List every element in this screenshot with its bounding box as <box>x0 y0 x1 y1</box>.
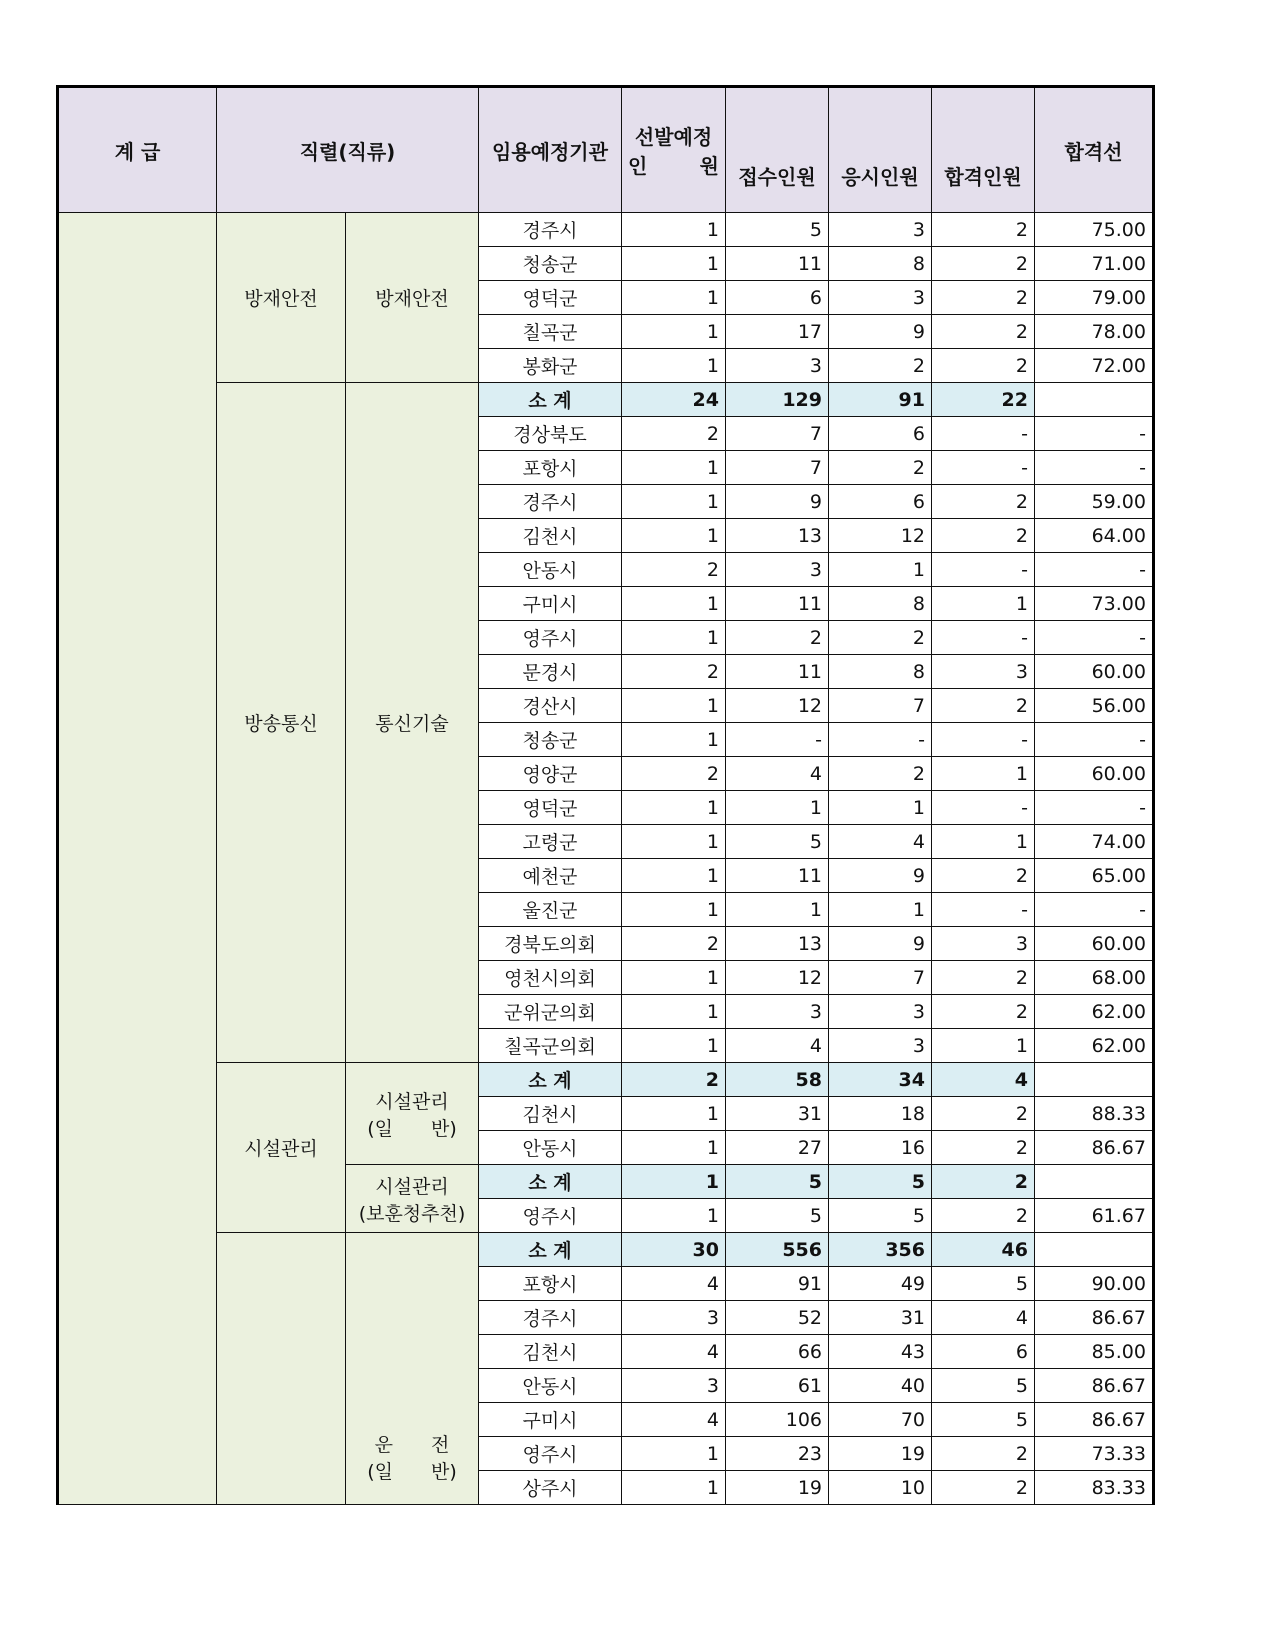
agency-cell: 경주시 <box>479 213 622 247</box>
agency-cell: 군위군의회 <box>479 995 622 1029</box>
applicants-cell: 91 <box>726 1267 829 1301</box>
cutoff-cell: - <box>1035 893 1154 927</box>
header-selected-line1: 선발예정 <box>634 125 713 149</box>
selected-cell: 2 <box>622 655 726 689</box>
passed-cell: 2 <box>932 1131 1035 1165</box>
examinees-cell: 1 <box>829 893 932 927</box>
series-cell: 시설관리 <box>217 1063 346 1233</box>
examinees-cell: 356 <box>829 1233 932 1267</box>
agency-cell: 영주시 <box>479 1199 622 1233</box>
passed-cell: - <box>932 893 1035 927</box>
agency-cell: 안동시 <box>479 1131 622 1165</box>
examinees-cell: 31 <box>829 1301 932 1335</box>
selected-cell: 1 <box>622 1199 726 1233</box>
applicants-cell: 5 <box>726 825 829 859</box>
cutoff-cell: - <box>1035 553 1154 587</box>
subseries-label: 방재안전 <box>375 288 449 310</box>
applicants-cell: 12 <box>726 961 829 995</box>
agency-cell: 영주시 <box>479 1437 622 1471</box>
recruitment-results-table <box>56 85 1155 1505</box>
cutoff-cell <box>1035 383 1154 417</box>
applicants-cell: 66 <box>726 1335 829 1369</box>
selected-cell: 1 <box>622 451 726 485</box>
examinees-cell: 3 <box>829 1029 932 1063</box>
header-examinees: 응시인원 <box>829 87 932 213</box>
passed-cell: 4 <box>932 1301 1035 1335</box>
selected-cell: 1 <box>622 689 726 723</box>
examinees-cell: 3 <box>829 213 932 247</box>
passed-cell: 2 <box>932 859 1035 893</box>
agency-cell: 경상북도 <box>479 417 622 451</box>
applicants-cell: 9 <box>726 485 829 519</box>
examinees-cell: 1 <box>829 553 932 587</box>
examinees-cell: 5 <box>829 1165 932 1199</box>
applicants-cell: 17 <box>726 315 829 349</box>
selected-cell: 1 <box>622 1437 726 1471</box>
examinees-cell: 1 <box>829 791 932 825</box>
cutoff-cell: 78.00 <box>1035 315 1154 349</box>
agency-cell: 고령군 <box>479 825 622 859</box>
agency-cell: 경주시 <box>479 1301 622 1335</box>
table-row <box>58 213 1154 247</box>
subtotal-row <box>58 1233 1154 1267</box>
agency-cell: 울진군 <box>479 893 622 927</box>
applicants-cell: 556 <box>726 1233 829 1267</box>
applicants-cell: 3 <box>726 553 829 587</box>
cutoff-cell: 71.00 <box>1035 247 1154 281</box>
applicants-cell: 5 <box>726 1199 829 1233</box>
agency-cell: 상주시 <box>479 1471 622 1505</box>
selected-cell: 1 <box>622 961 726 995</box>
passed-cell: 4 <box>932 1063 1035 1097</box>
cutoff-cell: 60.00 <box>1035 757 1154 791</box>
selected-cell: 1 <box>622 1097 726 1131</box>
examinees-cell: 19 <box>829 1437 932 1471</box>
agency-cell: 영천시의회 <box>479 961 622 995</box>
selected-cell: 1 <box>622 519 726 553</box>
examinees-cell: 8 <box>829 247 932 281</box>
cutoff-cell: 60.00 <box>1035 927 1154 961</box>
header-agency: 임용예정기관 <box>479 87 622 213</box>
cutoff-cell: - <box>1035 791 1154 825</box>
agency-cell: 영주시 <box>479 621 622 655</box>
selected-cell: 2 <box>622 757 726 791</box>
selected-cell: 1 <box>622 621 726 655</box>
subseries-cell <box>346 1233 479 1505</box>
passed-cell: 2 <box>932 1437 1035 1471</box>
subseries-label: (일 반) <box>367 1117 457 1140</box>
selected-cell: 1 <box>622 213 726 247</box>
agency-cell: 포항시 <box>479 451 622 485</box>
cutoff-cell: 75.00 <box>1035 213 1154 247</box>
subseries-cell <box>346 1165 479 1233</box>
selected-cell: 1 <box>622 791 726 825</box>
applicants-cell: 1 <box>726 791 829 825</box>
selected-cell: 2 <box>622 927 726 961</box>
agency-cell: 청송군 <box>479 247 622 281</box>
selected-cell: 1 <box>622 247 726 281</box>
selected-cell: 1 <box>622 349 726 383</box>
subseries-label: 시설관리 <box>375 1090 449 1113</box>
selected-cell: 1 <box>622 723 726 757</box>
agency-cell: 경산시 <box>479 689 622 723</box>
passed-cell: 5 <box>932 1369 1035 1403</box>
agency-cell: 칠곡군 <box>479 315 622 349</box>
examinees-cell: 49 <box>829 1267 932 1301</box>
applicants-cell: 5 <box>726 1165 829 1199</box>
cutoff-cell: 85.00 <box>1035 1335 1154 1369</box>
passed-cell: 2 <box>932 281 1035 315</box>
agency-cell: 안동시 <box>479 1369 622 1403</box>
passed-cell: 2 <box>932 247 1035 281</box>
examinees-cell: 2 <box>829 349 932 383</box>
selected-cell: 30 <box>622 1233 726 1267</box>
agency-cell: 영양군 <box>479 757 622 791</box>
selected-cell: 1 <box>622 893 726 927</box>
cutoff-cell: - <box>1035 417 1154 451</box>
cutoff-cell: 60.00 <box>1035 655 1154 689</box>
examinees-cell: 2 <box>829 451 932 485</box>
header-cutoff: 합격선 <box>1035 87 1154 213</box>
cutoff-cell: 62.00 <box>1035 995 1154 1029</box>
subseries-label: (일 반) <box>367 1461 457 1483</box>
examinees-cell: 70 <box>829 1403 932 1437</box>
agency-cell: 청송군 <box>479 723 622 757</box>
examinees-cell: 18 <box>829 1097 932 1131</box>
examinees-cell: 2 <box>829 621 932 655</box>
subseries-cell <box>346 213 479 383</box>
selected-cell: 1 <box>622 485 726 519</box>
agency-cell: 포항시 <box>479 1267 622 1301</box>
cutoff-cell: 86.67 <box>1035 1301 1154 1335</box>
agency-cell: 경주시 <box>479 485 622 519</box>
subtotal-row <box>58 1063 1154 1097</box>
applicants-cell: 31 <box>726 1097 829 1131</box>
passed-cell: 2 <box>932 689 1035 723</box>
header-selected-line2: 인 원 <box>628 154 719 178</box>
selected-cell: 1 <box>622 859 726 893</box>
agency-cell: 예천군 <box>479 859 622 893</box>
selected-cell: 1 <box>622 1131 726 1165</box>
passed-cell: 6 <box>932 1335 1035 1369</box>
header-applicants: 접수인원 <box>726 87 829 213</box>
cutoff-cell: 59.00 <box>1035 485 1154 519</box>
applicants-cell: 11 <box>726 247 829 281</box>
selected-cell: 4 <box>622 1403 726 1437</box>
passed-cell: 2 <box>932 519 1035 553</box>
passed-cell: 2 <box>932 961 1035 995</box>
header-row <box>58 87 1154 213</box>
cutoff-cell: 86.67 <box>1035 1131 1154 1165</box>
cutoff-cell: 83.33 <box>1035 1471 1154 1505</box>
header-grade: 계 급 <box>58 87 217 213</box>
applicants-cell: 1 <box>726 893 829 927</box>
selected-cell: 2 <box>622 553 726 587</box>
passed-cell: 2 <box>932 213 1035 247</box>
examinees-cell: 3 <box>829 995 932 1029</box>
series-cell: 방재안전 <box>217 213 346 383</box>
passed-cell: 1 <box>932 1029 1035 1063</box>
examinees-cell: 9 <box>829 315 932 349</box>
subseries-label: (보훈청추천) <box>358 1202 466 1225</box>
cutoff-cell: 68.00 <box>1035 961 1154 995</box>
agency-cell: 김천시 <box>479 1335 622 1369</box>
examinees-cell: 3 <box>829 281 932 315</box>
cutoff-cell: 86.67 <box>1035 1369 1154 1403</box>
passed-cell: 2 <box>932 1471 1035 1505</box>
examinees-cell: 8 <box>829 655 932 689</box>
cutoff-cell: 74.00 <box>1035 825 1154 859</box>
passed-cell: - <box>932 553 1035 587</box>
header-series: 직렬(직류) <box>217 87 479 213</box>
agency-cell: 안동시 <box>479 553 622 587</box>
cutoff-cell: 86.67 <box>1035 1403 1154 1437</box>
passed-cell: 1 <box>932 825 1035 859</box>
applicants-cell: 27 <box>726 1131 829 1165</box>
applicants-cell: 52 <box>726 1301 829 1335</box>
subtotal-row <box>58 383 1154 417</box>
agency-cell: 김천시 <box>479 519 622 553</box>
cutoff-cell <box>1035 1233 1154 1267</box>
examinees-cell: 6 <box>829 417 932 451</box>
agency-cell: 소 계 <box>479 1233 622 1267</box>
selected-cell: 1 <box>622 1029 726 1063</box>
passed-cell: 2 <box>932 315 1035 349</box>
selected-cell: 24 <box>622 383 726 417</box>
passed-cell: 2 <box>932 1165 1035 1199</box>
passed-cell: 3 <box>932 655 1035 689</box>
subseries-label: 운 전 <box>374 1434 450 1456</box>
examinees-cell: 6 <box>829 485 932 519</box>
applicants-cell: 61 <box>726 1369 829 1403</box>
passed-cell: 5 <box>932 1267 1035 1301</box>
subseries-label: 통신기술 <box>375 713 449 735</box>
applicants-cell: 11 <box>726 859 829 893</box>
agency-cell: 칠곡군의회 <box>479 1029 622 1063</box>
agency-cell: 김천시 <box>479 1097 622 1131</box>
cutoff-cell: - <box>1035 621 1154 655</box>
examinees-cell: - <box>829 723 932 757</box>
agency-cell: 소 계 <box>479 1165 622 1199</box>
applicants-cell: 7 <box>726 451 829 485</box>
passed-cell: 46 <box>932 1233 1035 1267</box>
applicants-cell: 13 <box>726 519 829 553</box>
selected-cell: 1 <box>622 1165 726 1199</box>
agency-cell: 소 계 <box>479 1063 622 1097</box>
selected-cell: 1 <box>622 281 726 315</box>
subseries-label: 시설관리 <box>375 1175 449 1198</box>
header-passed: 합격인원 <box>932 87 1035 213</box>
passed-cell: - <box>932 451 1035 485</box>
examinees-cell: 5 <box>829 1199 932 1233</box>
agency-cell: 문경시 <box>479 655 622 689</box>
applicants-cell: 11 <box>726 587 829 621</box>
passed-cell: 2 <box>932 485 1035 519</box>
cutoff-cell: 64.00 <box>1035 519 1154 553</box>
applicants-cell: 23 <box>726 1437 829 1471</box>
applicants-cell: 19 <box>726 1471 829 1505</box>
cutoff-cell: - <box>1035 451 1154 485</box>
selected-cell: 1 <box>622 1471 726 1505</box>
passed-cell: - <box>932 417 1035 451</box>
examinees-cell: 8 <box>829 587 932 621</box>
agency-cell: 구미시 <box>479 587 622 621</box>
cutoff-cell: 62.00 <box>1035 1029 1154 1063</box>
selected-cell: 1 <box>622 995 726 1029</box>
applicants-cell: 58 <box>726 1063 829 1097</box>
selected-cell: 2 <box>622 1063 726 1097</box>
applicants-cell: 4 <box>726 1029 829 1063</box>
passed-cell: - <box>932 621 1035 655</box>
selected-cell: 1 <box>622 587 726 621</box>
cutoff-cell: 90.00 <box>1035 1267 1154 1301</box>
applicants-cell: 3 <box>726 995 829 1029</box>
examinees-cell: 9 <box>829 859 932 893</box>
agency-cell: 경북도의회 <box>479 927 622 961</box>
passed-cell: 2 <box>932 1199 1035 1233</box>
cutoff-cell <box>1035 1063 1154 1097</box>
applicants-cell: 7 <box>726 417 829 451</box>
series-cell: 방송통신 <box>217 383 346 1063</box>
applicants-cell: 5 <box>726 213 829 247</box>
selected-cell: 4 <box>622 1267 726 1301</box>
selected-cell: 4 <box>622 1335 726 1369</box>
cutoff-cell: 73.00 <box>1035 587 1154 621</box>
passed-cell: 1 <box>932 587 1035 621</box>
applicants-cell: 6 <box>726 281 829 315</box>
applicants-cell: 12 <box>726 689 829 723</box>
passed-cell: 3 <box>932 927 1035 961</box>
series-cell <box>217 1233 346 1505</box>
subseries-cell <box>346 1063 479 1165</box>
applicants-cell: 11 <box>726 655 829 689</box>
selected-cell: 3 <box>622 1369 726 1403</box>
agency-cell: 구미시 <box>479 1403 622 1437</box>
cutoff-cell: 88.33 <box>1035 1097 1154 1131</box>
applicants-cell: 13 <box>726 927 829 961</box>
examinees-cell: 4 <box>829 825 932 859</box>
cutoff-cell: 65.00 <box>1035 859 1154 893</box>
table-body <box>58 213 1154 1505</box>
selected-cell: 3 <box>622 1301 726 1335</box>
cutoff-cell: - <box>1035 723 1154 757</box>
examinees-cell: 43 <box>829 1335 932 1369</box>
agency-cell: 영덕군 <box>479 281 622 315</box>
passed-cell: 1 <box>932 757 1035 791</box>
examinees-cell: 7 <box>829 961 932 995</box>
applicants-cell: - <box>726 723 829 757</box>
header-selected <box>622 87 726 213</box>
examinees-cell: 9 <box>829 927 932 961</box>
agency-cell: 소 계 <box>479 383 622 417</box>
applicants-cell: 3 <box>726 349 829 383</box>
cutoff-cell: 61.67 <box>1035 1199 1154 1233</box>
passed-cell: 2 <box>932 1097 1035 1131</box>
applicants-cell: 2 <box>726 621 829 655</box>
examinees-cell: 2 <box>829 757 932 791</box>
cutoff-cell: 73.33 <box>1035 1437 1154 1471</box>
examinees-cell: 10 <box>829 1471 932 1505</box>
passed-cell: 5 <box>932 1403 1035 1437</box>
passed-cell: - <box>932 723 1035 757</box>
examinees-cell: 34 <box>829 1063 932 1097</box>
grade-cell <box>58 213 217 1505</box>
applicants-cell: 106 <box>726 1403 829 1437</box>
examinees-cell: 91 <box>829 383 932 417</box>
passed-cell: - <box>932 791 1035 825</box>
agency-cell: 봉화군 <box>479 349 622 383</box>
selected-cell: 1 <box>622 825 726 859</box>
cutoff-cell: 56.00 <box>1035 689 1154 723</box>
cutoff-cell: 79.00 <box>1035 281 1154 315</box>
subseries-cell <box>346 383 479 1063</box>
cutoff-cell: 72.00 <box>1035 349 1154 383</box>
selected-cell: 1 <box>622 315 726 349</box>
agency-cell: 영덕군 <box>479 791 622 825</box>
passed-cell: 22 <box>932 383 1035 417</box>
passed-cell: 2 <box>932 995 1035 1029</box>
examinees-cell: 16 <box>829 1131 932 1165</box>
applicants-cell: 129 <box>726 383 829 417</box>
examinees-cell: 40 <box>829 1369 932 1403</box>
cutoff-cell <box>1035 1165 1154 1199</box>
applicants-cell: 4 <box>726 757 829 791</box>
examinees-cell: 12 <box>829 519 932 553</box>
examinees-cell: 7 <box>829 689 932 723</box>
passed-cell: 2 <box>932 349 1035 383</box>
selected-cell: 2 <box>622 417 726 451</box>
